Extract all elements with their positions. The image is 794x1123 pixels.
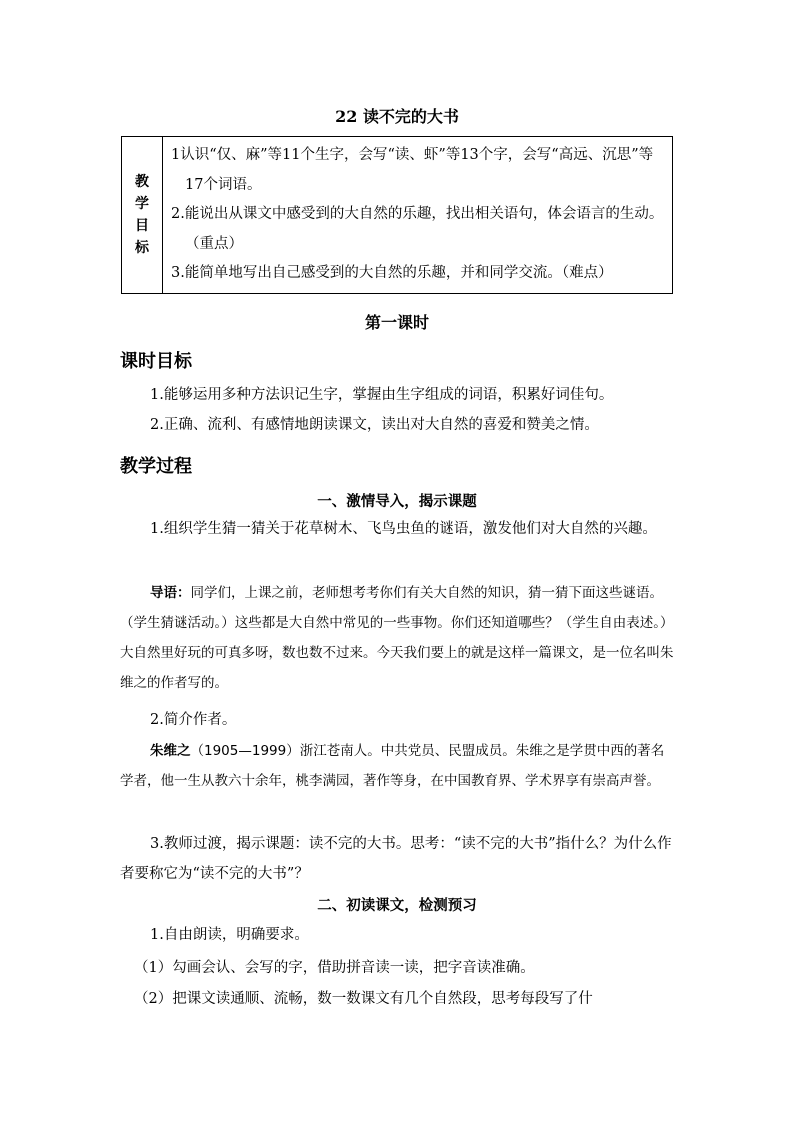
lesson1-title: 第一课时 <box>364 313 429 332</box>
goal-item: 2.能说出从课文中感受到的大自然的乐趣，找出相关语句，体会语言的生动。（重点） <box>171 206 664 252</box>
process-paragraph: 2.简介作者。 <box>150 712 237 728</box>
period-goal-item: 1.能够运用多种方法识记生字，掌握由生字组成的词语，积累好词佳句。 <box>150 387 614 403</box>
process-paragraph: （1）勾画会认、会写的字，借助拼音读一读，把字音读准确。 <box>134 960 535 976</box>
teaching-goals-table <box>121 136 673 294</box>
intro-label: 导语： <box>150 585 191 601</box>
process-paragraph: 1.组织学生猜一猜关于花草树木、飞鸟虫鱼的谜语，激发他们对大自然的兴趣。 <box>150 521 657 537</box>
author-paragraph <box>120 736 674 796</box>
teaching-goals-list <box>163 137 672 293</box>
author-name: 朱维之 <box>150 743 191 759</box>
part2-title: 二、初读课文，检测预习 <box>317 897 477 914</box>
goal-item: 3.能简单地写出自己感受到的大自然的乐趣，并和同学交流。（难点） <box>171 265 613 281</box>
process-paragraph: （2）把课文读通顺、流畅，数一数课文有几个自然段，思考每段写了什 <box>134 991 593 1007</box>
process-paragraph: 3.教师过渡，揭示课题：读不完的大书。思考：“读不完的大书”指什么？为什么作者要称它为“读不完的大书”？ <box>120 836 672 882</box>
lesson-title: 22 读不完的大书 <box>335 107 459 126</box>
period-goals-heading: 课时目标 <box>120 351 192 372</box>
intro-text: 同学们，上课之前，老师想考考你们有关大自然的知识，猜一猜下面这些谜语。（学生猜谜活动。）这些都是大自然中常见的一些事物。你们还知道哪些？（学生自由表述。）大自然里好玩的可真多呀，数也数不过来。今天我们要上的就是这样一篇课文，是一位名叫朱维之的作者写的。 <box>120 585 674 691</box>
process-heading: 教学过程 <box>120 456 192 477</box>
teaching-goals-label <box>122 137 163 293</box>
author-text: （1905—1999）浙江苍南人。中共党员、民盟成员。朱维之是学贯中西的著名学者，他一生从教六十余年，桃李满园，著作等身，在中国教育界、学术界享有崇高声誉。 <box>120 743 665 789</box>
period-goal-item: 2.正确、流利、有感情地朗读课文，读出对大自然的喜爱和赞美之情。 <box>150 417 599 433</box>
goal-label-char: 目 <box>135 218 149 234</box>
goal-label-char: 学 <box>135 196 149 212</box>
intro-paragraph <box>120 578 674 698</box>
process-paragraph: 1.自由朗读，明确要求。 <box>150 927 309 943</box>
goal-label-char: 标 <box>135 240 149 256</box>
goal-label-char: 教 <box>135 174 149 190</box>
part1-title: 一、激情导入，揭示课题 <box>317 493 477 510</box>
goal-item: 1认识“仅、麻”等11个生字，会写“读、虾”等13个字，会写“高远、沉思”等17个词语。 <box>171 147 654 193</box>
